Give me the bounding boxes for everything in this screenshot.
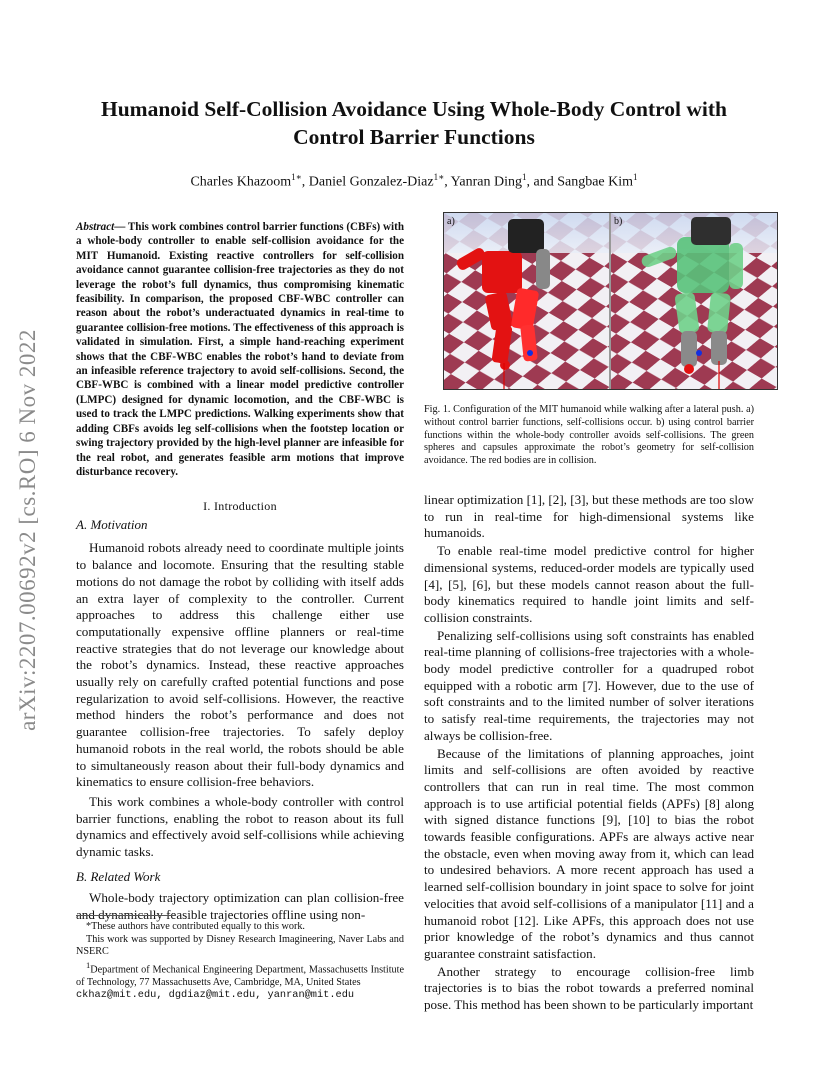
- section-heading: I. Introduction: [203, 499, 277, 513]
- paragraph: Penalizing self-collisions using soft constraints has enabled real-time planning of collisions-free trajectories with a whole-body model predictive controller for a quadruped robot equipped with a robotic arm [7]. However, due to the use of soft constraints and to the limited number of solver iterations to satisfy real-time requirements, the trajectories may not always be collision-free.: [424, 627, 754, 743]
- figure-1-caption: Fig. 1. Configuration of the MIT humanoid while walking after a lateral push. a) without control barrier functions, self-collisions occur. b) using control barrier functions within the whole-body controller avoids self-collisions. The green spheres and capsules approximate the robot’s geometry for self-collision avoidance. The red bodies are in collision.: [424, 404, 754, 467]
- figure-1: [443, 212, 778, 390]
- footnote-equal-contribution: *These authors have contributed equally to this work.: [86, 921, 305, 932]
- author-affiliation: 1: [633, 172, 638, 182]
- author-name: Daniel Gonzalez-Diaz: [308, 174, 434, 190]
- panel-a-label: a): [447, 216, 455, 227]
- intro-right-column: [424, 492, 754, 1014]
- footnote-funding: This work was supported by Disney Research Imagineering, Naver Labs and NSERC: [76, 933, 404, 958]
- paragraph: Another strategy to encourage collision-free limb trajectories is to bias the robot towards a preferred nominal pose. This method has been shown to be particularly important: [424, 963, 754, 1013]
- panel-b-label: b): [614, 216, 623, 227]
- title-line-1: Humanoid Self-Collision Avoidance Using Whole-Body Control with: [101, 97, 727, 121]
- subsection-heading-motivation: A. Motivation: [76, 516, 148, 532]
- intro-left-column: [76, 498, 404, 924]
- subsection-heading-related-work: B. Related Work: [76, 868, 161, 884]
- arxiv-identifier: arXiv:2207.00692v2 [cs.RO] 6 Nov 2022: [15, 329, 40, 731]
- paper-title: [60, 95, 768, 151]
- paragraph: Because of the limitations of planning approaches, joint limits and self-collisions are often avoided by reactive controllers that can run in real time. The most common approach is to use artificial potential fields (APFs) [8] along with signed distance functions [9], [10] to bias the robot towards feasible configurations. APFs are always active near the obstacle, even when moving away from it, which can lead to undesired behaviors. A more recent approach has used a learned self-collision boundary in joint space to solve for joint velocities that avoid self-collisions of a manipulator [11] and a humanoid robot [12]. Like APFs, this approach does not use prior knowledge of the robot’s dynamics and thus cannot guarantee constraint satisfaction.: [424, 745, 754, 961]
- panel-a-scene: [444, 213, 609, 389]
- author-name: Sangbae Kim: [557, 174, 634, 190]
- author-list: Charles Khazoom$^{1∗}$, Daniel Gonzalez-Diaz$^{1∗}$, Yanran Ding$^1$, and Sangbae Kim$^1$: [190, 172, 638, 190]
- abstract: [76, 220, 404, 479]
- paragraph: Humanoid robots already need to coordinate multiple joints to balance and locomote. Ensuring that the resulting stable motions do not damage the robot by colliding with itself adds an extra layer of complexity to the controller. Current approaches to address this challenge either use computationally expensive offline planners or real-time reactive strategies that do not leverage our knowledge about the robot’s dynamics. Instead, these reactive approaches usually rely on carefully crafted potential functions and pose regularization to avoid self-collisions. However, the reactive method hinders the robot’s performance and does not guarantee collision-free trajectories. To safely deploy humanoid robots in the real world, the robots should be able to simultaneously reason about their full-body dynamics and kinematics to ensure collision-free behaviors.: [76, 540, 404, 790]
- author-affiliation: 1∗: [291, 172, 302, 182]
- abstract-text: — This work combines control barrier functions (CBFs) with a whole-body controller to enable self-collision avoidance for the MIT Humanoid. Existing reactive controllers for self-collision avoidance cannot guarantee collision-free trajectories as they do not leverage the robot’s full dynamics, thus compromising kinematic feasibility. In comparison, the proposed CBF-WBC controller can reason about the robot’s underactuated dynamics in real-time to guarantee collision-free motions. The effectiveness of this approach is validated in simulation. First, a simple hand-reaching experiment shows that the CBF-WBC enables the robot’s hand to deviate from an infeasible reference trajectory to avoid self-collisions. Second, the CBF-WBC is combined with a linear model predictive controller (LMPC) designed for dynamic locomotion, and the CBF-WBC is used to track the LMPC predictions. Walking experiments show that adding CBFs avoids leg self-collisions when the footstep location or swing trajectory provided by the high-level planner are infeasible for the real robot, and generates feasible arm motions that improve disturbance recovery.: [76, 221, 404, 478]
- footnote-marker: 1: [86, 959, 91, 970]
- paragraph: This work combines a whole-body controller with control barrier functions, enabling the robot to reason about its full dynamics and effectively avoid self-collisions while achieving dynamic tasks.: [76, 793, 404, 860]
- footnote-emails: ckhaz@mit.edu, dgdiaz@mit.edu, yanran@mit.edu: [76, 989, 355, 1002]
- paragraph: linear optimization [1], [2], [3], but these methods are too slow to run in real-time for high-dimensional systems like humanoids.: [424, 492, 754, 541]
- paragraph: Whole-body trajectory optimization can plan collision-free and dynamically feasible trajectories offline using non-: [76, 890, 404, 923]
- title-line-2: Control Barrier Functions: [293, 125, 535, 149]
- abstract-label: Abstract: [76, 221, 115, 233]
- footnote-affiliation: $^1$Department of Mechanical Engineering Department, Massachusetts Institute of Technology, 77 Massachusetts Ave, Cambridge, MA, United States: [76, 959, 404, 988]
- footnote-rule: [76, 915, 176, 916]
- author-name: Charles Khazoom: [190, 174, 292, 190]
- footnotes: [76, 921, 404, 1002]
- panel-b-scene: [611, 213, 777, 389]
- paragraph: To enable real-time model predictive control for higher dimensional systems, reduced-order models are typically used [4], [5], [6], but these models cannot reason about the full-body kinematics required to handle joint limits and self-collision constraints.: [424, 543, 754, 625]
- author-affiliation: 1∗: [433, 172, 445, 182]
- author-name: Yanran Ding: [450, 174, 522, 190]
- author-affiliation: 1: [521, 172, 527, 182]
- figure-1-image: [444, 213, 777, 389]
